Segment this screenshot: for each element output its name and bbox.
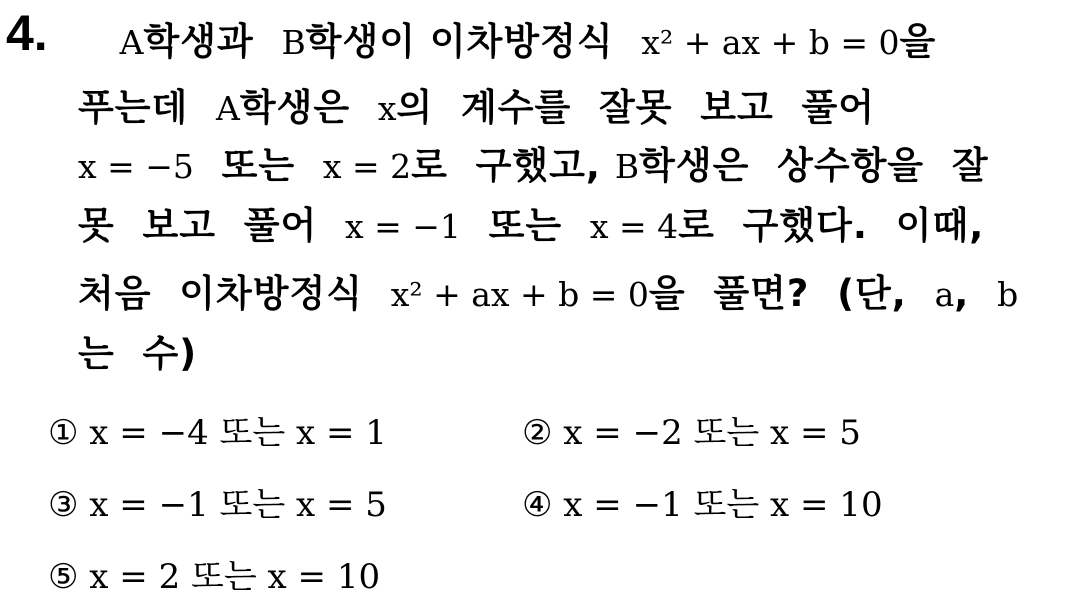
choice-5[interactable]: [48, 552, 380, 602]
choice-3[interactable]: [48, 480, 387, 530]
question-line-4: [78, 200, 984, 253]
question-line-3: [78, 140, 989, 193]
question-text-run: 로 구했다. 이때,: [678, 204, 985, 247]
question-text-run: [78, 20, 120, 63]
choice-first-root: x = −1: [89, 485, 209, 525]
math-expression: b: [997, 275, 1019, 314]
math-expression: x² + ax + b = 0: [641, 23, 900, 62]
question-text-run: 을 풀면? (단,: [648, 272, 935, 315]
choice-second-root: x = 5: [770, 413, 861, 453]
question-text-run: 처음 이차방정식: [78, 272, 391, 315]
choice-1[interactable]: [48, 408, 387, 458]
question-text-run: 못 보고 풀어: [78, 204, 345, 247]
question-text-run: 또는: [193, 144, 323, 187]
question-text-run: 푸는데: [78, 86, 216, 129]
question-text-run: 학생은 상수항을 잘: [639, 144, 989, 187]
question-text-run: 학생이 이차방정식: [305, 20, 642, 63]
math-expression: x: [377, 89, 397, 128]
question-text-run: 의 계수를 잘못 보고 풀어: [396, 86, 875, 129]
question-line-2: [78, 82, 875, 135]
question-text-run: 로 구했고,: [411, 144, 615, 187]
math-expression: x = 2: [322, 147, 412, 186]
choice-connector: 또는: [693, 485, 760, 525]
choice-marker: ①: [48, 413, 79, 453]
math-expression: A: [119, 23, 144, 62]
math-expression: x = 4: [589, 207, 679, 246]
choice-second-root: x = 10: [267, 557, 381, 597]
choice-second-root: x = 10: [770, 485, 883, 525]
choice-connector: 또는: [219, 485, 286, 525]
question-text-run: 학생과: [143, 20, 282, 63]
choice-marker: ⑤: [48, 557, 79, 597]
question-text-run: 는 수): [78, 332, 198, 375]
question-number: 4.: [6, 5, 48, 61]
question-line-1: [78, 16, 936, 69]
choice-first-root: x = −2: [563, 413, 683, 453]
choice-4[interactable]: [522, 480, 883, 530]
math-expression: x = −1: [345, 207, 461, 246]
math-expression: B: [281, 23, 306, 62]
choice-2[interactable]: [522, 408, 861, 458]
choice-marker: ③: [48, 485, 79, 525]
choice-first-root: x = −4: [89, 413, 209, 453]
question-text-run: 또는: [460, 204, 590, 247]
math-expression: a: [934, 275, 955, 314]
choice-marker: ②: [522, 413, 553, 453]
question-line-6: [78, 328, 197, 380]
choice-first-root: x = −1: [563, 485, 683, 525]
math-expression: x² + ax + b = 0: [390, 275, 649, 314]
math-expression: B: [614, 147, 640, 186]
choice-second-root: x = 5: [296, 485, 387, 525]
choice-connector: 또는: [693, 413, 760, 453]
question-text-run: ,: [954, 272, 998, 315]
question-text-run: 을: [899, 20, 937, 63]
choice-marker: ④: [522, 485, 553, 525]
choice-second-root: x = 1: [296, 413, 387, 453]
choice-connector: 또는: [219, 413, 286, 453]
question-text-run: 학생은: [239, 86, 378, 129]
math-expression: x = −5: [78, 147, 194, 186]
choice-connector: 또는: [191, 557, 257, 597]
question-line-5: [78, 268, 1018, 321]
math-expression: A: [216, 89, 240, 128]
choice-first-root: x = 2: [89, 557, 181, 597]
